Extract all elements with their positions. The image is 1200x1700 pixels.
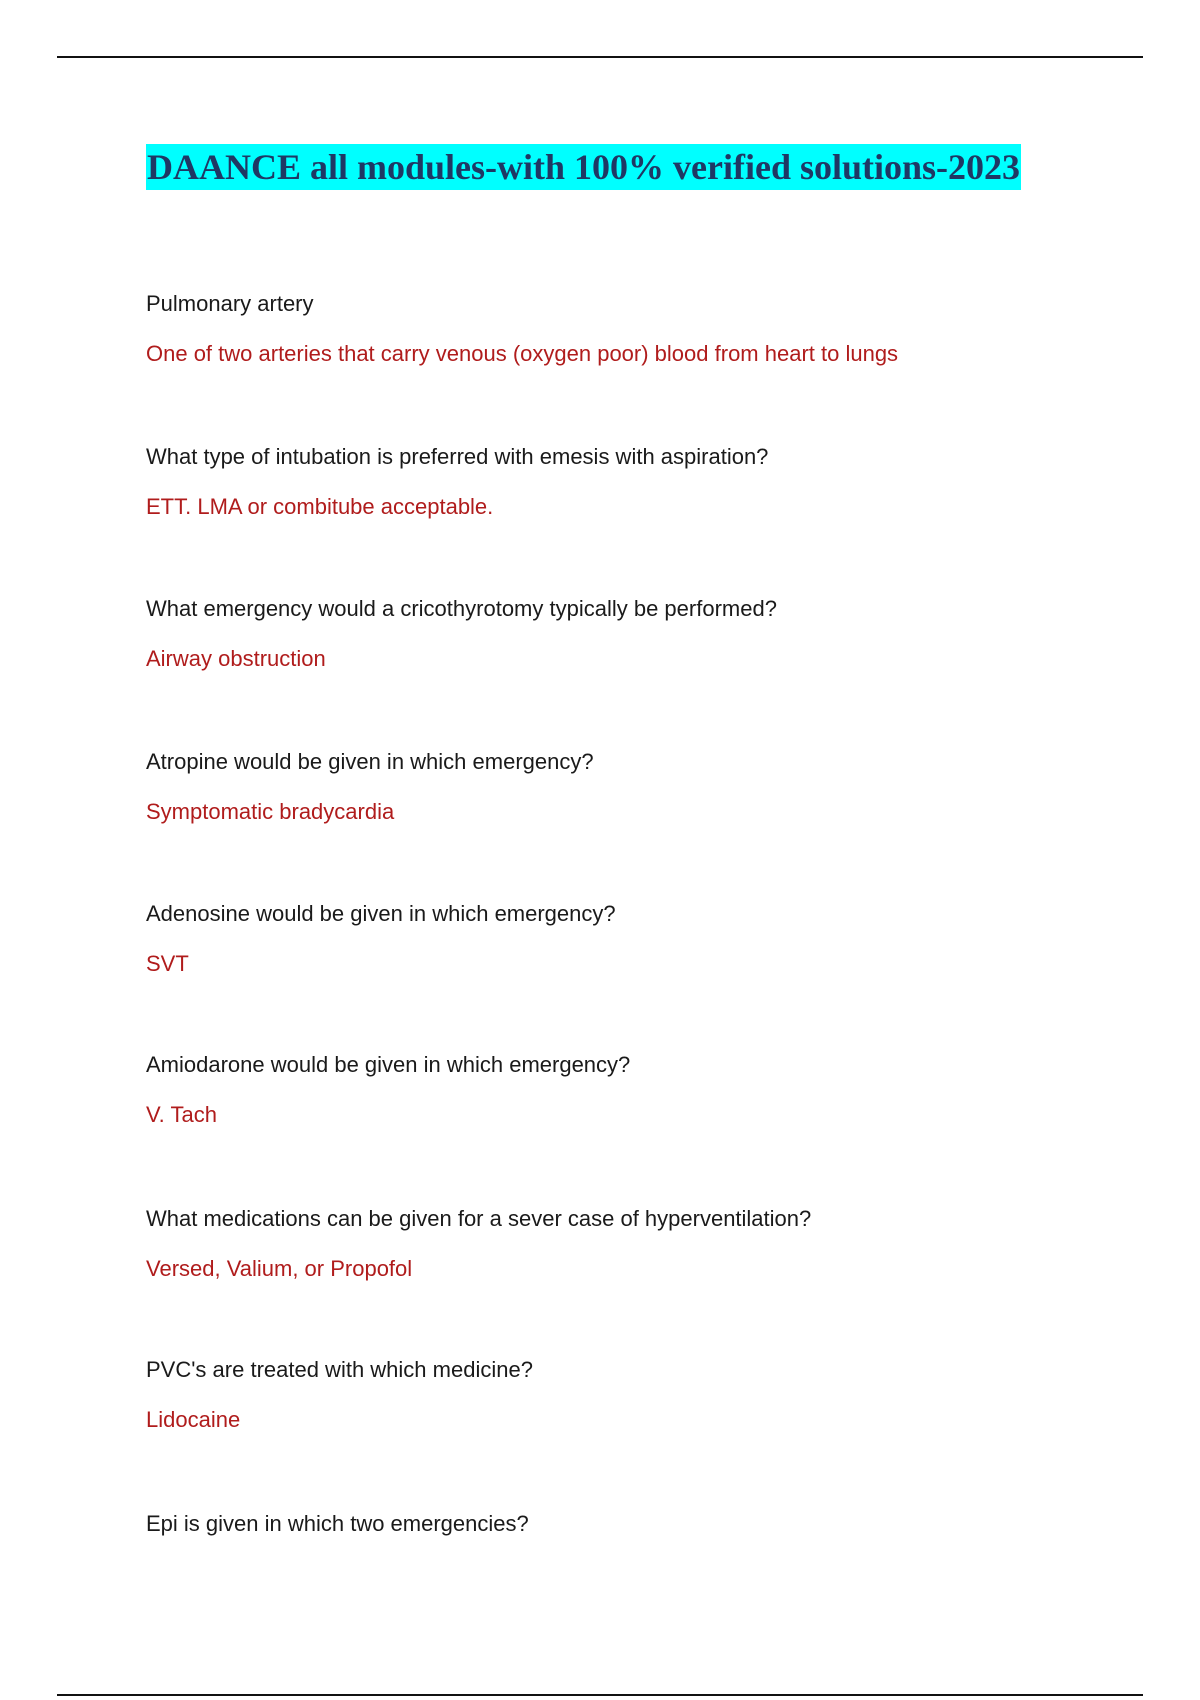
qa-item xyxy=(146,1356,533,1434)
question-text: What medications can be given for a sever case of hyperventilation? xyxy=(146,1206,812,1231)
answer-text: Lidocaine xyxy=(146,1407,241,1432)
bottom-rule xyxy=(57,1694,1143,1696)
answer-text: Versed, Valium, or Propofol xyxy=(146,1256,413,1281)
question-text: What emergency would a cricothyrotomy typically be performed? xyxy=(146,596,777,621)
top-rule xyxy=(57,56,1143,58)
qa-item xyxy=(146,443,768,521)
question-text: Epi is given in which two emergencies? xyxy=(146,1511,529,1536)
qa-item xyxy=(146,1205,811,1283)
question-text: Amiodarone would be given in which emergency? xyxy=(146,1052,631,1077)
question-text: Atropine would be given in which emergency? xyxy=(146,749,594,774)
document-header xyxy=(146,144,1021,190)
qa-item xyxy=(146,290,898,368)
question-text: Adenosine would be given in which emergency? xyxy=(146,901,616,926)
answer-text: SVT xyxy=(146,951,189,976)
question-text: PVC's are treated with which medicine? xyxy=(146,1357,533,1382)
qa-item xyxy=(146,1510,529,1560)
answer-text: Airway obstruction xyxy=(146,646,326,671)
answer-text: Symptomatic bradycardia xyxy=(146,799,395,824)
document-title: DAANCE all modules-with 100% verified solutions-2023 xyxy=(146,144,1021,190)
answer-text: V. Tach xyxy=(146,1102,217,1127)
question-text: What type of intubation is preferred with emesis with aspiration? xyxy=(146,444,769,469)
answer-text: One of two arteries that carry venous (oxygen poor) blood from heart to lungs xyxy=(146,341,899,366)
qa-item xyxy=(146,900,616,978)
qa-item xyxy=(146,595,777,673)
question-text: Pulmonary artery xyxy=(146,291,314,316)
qa-item xyxy=(146,1051,630,1129)
qa-item xyxy=(146,748,594,826)
answer-text: ETT. LMA or combitube acceptable. xyxy=(146,494,494,519)
